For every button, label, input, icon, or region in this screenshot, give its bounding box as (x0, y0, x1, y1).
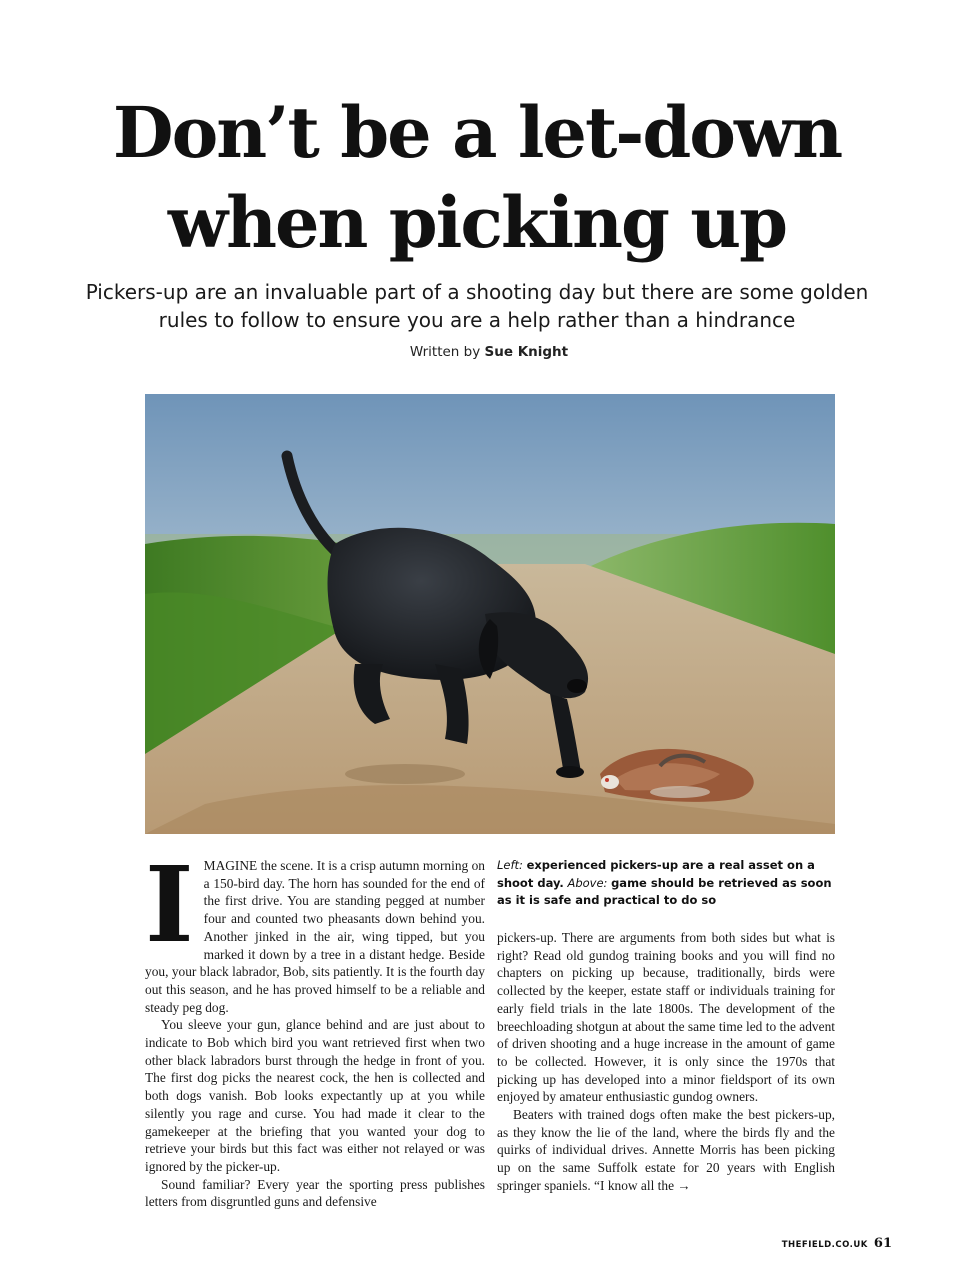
paragraph: Sound familiar? Every year the sporting press publishes letters from disgruntled guns and defensive (145, 1176, 485, 1210)
caption-left-label: Left: (497, 858, 523, 872)
caption-above-text: game should be retrieved as soon as it is safe and practical to do so (497, 875, 832, 907)
caption-above-label: Above: (567, 875, 608, 890)
dropcap: I (145, 843, 194, 966)
paragraph-text: MAGINE the scene. It is a crisp autumn morning on a 150-bird day. The horn has sounded for the end of the first drive. You are standing pegged at number four and counted two pheasants down behind you. Another jinked in the air, wing tipped, but you marked it down by a tree in a distant hedge. Beside you, your black labrador, Bob, sits patiently. It is the fourth day out this season, and he has proved himself to be a reliable and steady peg dog. (145, 858, 485, 1015)
article-photo-labrador-partridge (145, 394, 835, 834)
photo-caption (497, 857, 837, 910)
author-name: Sue Knight (484, 344, 569, 360)
footer-site: THEFIELD.CO.UK (781, 1240, 868, 1250)
byline-prefix: Written by (409, 344, 481, 360)
headline: Don’t be a let-down when picking up (112, 91, 842, 264)
body-column-right (497, 929, 835, 1195)
paragraph: Beaters with trained dogs often make the best pickers-up, as they know the lie of the land, where the birds fly and the quirks of individual drives. Annette Morris has been picking up on the same Suffolk estate for 20 years with English springer spaniels. “I know all the → (497, 1107, 835, 1193)
page-number: 61 (873, 1236, 892, 1251)
caption-left-text: experienced pickers-up are a real asset on a shoot day. (497, 858, 815, 890)
standfirst: Pickers-up are an invaluable part of a shooting day but there are some golden rules to follow to ensure you are a help rather than a hindrance (85, 280, 869, 332)
paragraph: pickers-up. There are arguments from both sides but what is right? Read old gundog training books and you will find no chapters on picking up because, traditionally, birds were collected by the keeper, estate staff or individuals training for early field trials in the late 1800s. The development of the breechloading shotgun at about the same time led to the advent of driven shooting and a huge increase in the amount of game to be collected. However, it is only since the 1970s that picking up has developed into a minor fieldsport of its own enjoyed by amateur enthusiastic gundog owners. (497, 930, 835, 1105)
body-column-left (145, 843, 485, 1211)
paragraph: You sleeve your gun, glance behind and are just about to indicate to Bob which bird you want retrieved first when two other black labradors burst through the hedge in front of you. The first dog picks the nearest cock, the hen is collected and both dogs vanish. Bob looks expectantly up at you while silently you rage and curse. You had made it clear to the gamekeeper at the briefing that you wanted your dog to retrieve your birds but this fact was either not relayed or was ignored by the picker-up. (145, 1017, 485, 1174)
byline (0, 344, 954, 360)
paragraph (145, 843, 485, 1016)
page-footer (782, 1236, 892, 1251)
